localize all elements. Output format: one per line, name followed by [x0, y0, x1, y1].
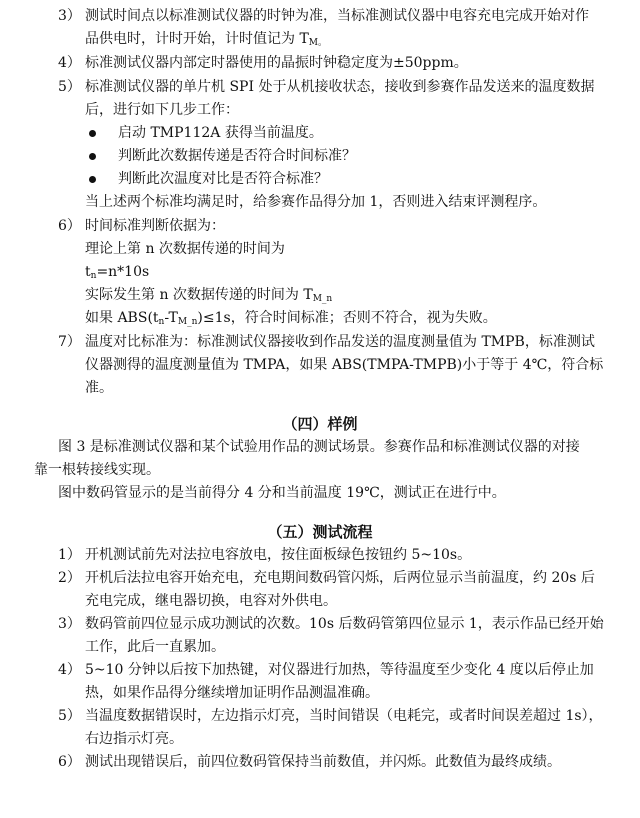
- list-text-line: 开机测试前先对法拉电容放电，按住面板绿色按钮约 5~10s。: [85, 547, 472, 563]
- section-heading: （四）样例: [282, 415, 358, 433]
- list-text-line: 测试时间点以标准测试仪器的时钟为准，当标准测试仪器中电容充电完成开始对作: [85, 8, 589, 24]
- list-text-line: 品供电时，计时开始，计时值记为 $T_{M。}$: [85, 31, 328, 48]
- list-number: 3）: [58, 616, 81, 632]
- list-number: 5）: [58, 708, 81, 724]
- list-text-line: 热，如果作品得分继续增加证明作品测温准确。: [85, 685, 379, 701]
- formula-line: 如果 $ABS(t_n-T_{M\_n})\le 1s$，符合时间标准；否则不符合，视为失败。: [85, 310, 497, 327]
- list-number: 6）: [58, 218, 81, 234]
- list-text-line: 充电完成，继电器切换，电容对外供电。: [85, 593, 337, 609]
- list-number: 5）: [58, 79, 81, 95]
- list-text-line: 准。: [85, 380, 113, 396]
- list-text-line: 工作，此后一直累加。: [85, 639, 225, 655]
- list-text-line: 5~10 分钟以后按下加热键，对仪器进行加热，等待温度至少变化 4 度以后停止加: [85, 662, 594, 678]
- list-number: 4）: [58, 662, 81, 678]
- list-text-line: 后，进行如下几步工作：: [85, 102, 239, 118]
- list-text-line: 温度对比标准为：标准测试仪器接收到作品发送的温度测量值为 TMPB，标准测试: [85, 334, 595, 350]
- formula-line: 实际发生第 n 次数据传递的时间为 $T_{M\_n}$: [85, 287, 333, 304]
- list-text-line: 时间标准判断依据为：: [85, 218, 225, 234]
- list-text-line: 标准测试仪器内部定时器使用的晶振时钟稳定度为±50ppm。: [85, 55, 468, 71]
- list-text-line: 开机后法拉电容开始充电，充电期间数码管闪烁，后两位显示当前温度，约 20s 后: [85, 570, 595, 586]
- list-text-line: 标准测试仪器的单片机 SPI 处于从机接收状态，接收到参赛作品发送来的温度数据: [85, 79, 595, 95]
- list-number: 2）: [58, 570, 81, 586]
- bullet-icon: [89, 153, 96, 160]
- list-number: 1）: [58, 547, 81, 563]
- paragraph-text: 图 3 是标准测试仪器和某个试验用作品的测试场景。参赛作品和标准测试仪器的对接: [58, 439, 580, 455]
- list-number: 6）: [58, 754, 81, 770]
- list-number: 3）: [58, 8, 81, 24]
- formula-line: $t_n=n*10s$: [85, 264, 150, 281]
- bullet-icon: [89, 176, 96, 183]
- paragraph-text: 靠一根转接线实现。: [34, 462, 160, 478]
- bullet-text: 判断此次数据传递是否符合时间标准？: [118, 148, 356, 164]
- section-heading: （五）测试流程: [267, 523, 373, 541]
- list-text-line: 当温度数据错误时，左边指示灯亮，当时间错误（电耗完，或者时间误差超过 1s），: [85, 708, 603, 724]
- formula-line: 理论上第 n 次数据传递的时间为: [85, 241, 285, 257]
- list-text-line: 右边指示灯亮。: [85, 731, 183, 747]
- list-text-line: 数码管前四位显示成功测试的次数。10s 后数码管第四位显示 1，表示作品已经开始: [85, 616, 604, 632]
- bullet-icon: [89, 130, 96, 137]
- paragraph-text: 当上述两个标准均满足时，给参赛作品得分加 1，否则进入结束评测程序。: [85, 194, 547, 210]
- list-text-line: 测试出现错误后，前四位数码管保持当前数值，并闪烁。此数值为最终成绩。: [85, 754, 561, 770]
- list-number: 7）: [58, 334, 81, 350]
- list-number: 4）: [58, 55, 81, 71]
- bullet-text: 判断此次温度对比是否符合标准？: [118, 171, 328, 187]
- list-text-line: 仪器测得的温度测量值为 TMPA，如果 ABS(TMPA-TMPB)小于等于 4℃，符合标: [85, 357, 604, 373]
- bullet-text: 启动 TMP112A 获得当前温度。: [118, 125, 323, 141]
- paragraph-text: 图中数码管显示的是当前得分 4 分和当前温度 19℃，测试正在进行中。: [58, 485, 506, 501]
